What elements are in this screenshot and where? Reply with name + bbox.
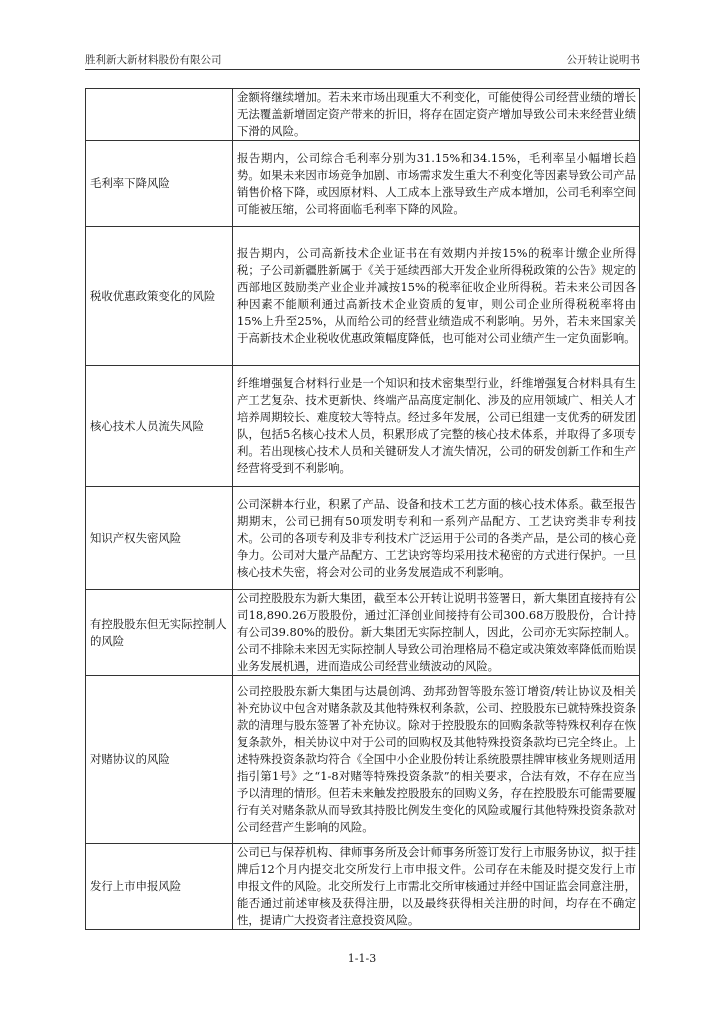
table-row	[86, 366, 640, 487]
table-row	[86, 676, 640, 844]
risk-name-cell: 税收优惠政策变化的风险	[86, 227, 233, 366]
risk-name-cell: 对赌协议的风险	[86, 676, 233, 844]
risk-name-cell: 发行上市申报风险	[86, 844, 233, 930]
table-row	[86, 844, 640, 930]
table-row	[86, 227, 640, 366]
risk-description-cell: 公司已与保荐机构、律师事务所及会计师事务所签订发行上市服务协议，拟于挂牌后12个月内提交北交所发行上市申报文件。公司存在未能及时提交发行上市申报文件的风险。北交所发行上市需北交所审核通过并经中国证监会同意注册，能否通过前述审核及获得注册，以及最终获得相关注册的时间，均存在不确定性，提请广大投资者注意投资风险。	[233, 844, 640, 930]
table-row	[86, 487, 640, 590]
risk-description-cell: 公司深耕本行业，积累了产品、设备和技术工艺方面的核心技术体系。截至报告期期末，公司已拥有50项发明专利和一系列产品配方、工艺诀窍类非专利技术。公司的各项专利及非专利技术广泛运用于公司的各类产品，是公司的核心竞争力。公司对大量产品配方、工艺诀窍等均采用技术秘密的方式进行保护。一旦核心技术失密，将会对公司的业务发展造成不利影响。	[233, 487, 640, 590]
risk-name-cell	[86, 89, 233, 141]
header-company-name: 胜利新大新材料股份有限公司	[85, 54, 222, 66]
page-number: 1-1-3	[347, 952, 377, 965]
risk-description-cell: 金额将继续增加。若未来市场出现重大不利变化，可能使得公司经营业绩的增长无法覆盖新增固定资产带来的折旧，将存在固定资产增加导致公司未来经营业绩下滑的风险。	[233, 89, 640, 141]
table-row	[86, 590, 640, 676]
risk-description-cell: 纤维增强复合材料行业是一个知识和技术密集型行业，纤维增强复合材料具有生产工艺复杂、技术更新快、终端产品高度定制化、涉及的应用领域广、相关人才培养周期较长、难度较大等特点。经过多年发展，公司已组建一支优秀的研发团队，包括5名核心技术人员，积累形成了完整的核心技术体系，并取得了多项专利。若出现核心技术人员和关键研发人才流失情况，公司的研发创新工作和生产经营将受到不利影响。	[233, 366, 640, 487]
table-row	[86, 89, 640, 141]
risk-name-cell: 有控股股东但无实际控制人的风险	[86, 590, 233, 676]
header-rule	[85, 69, 640, 70]
risk-factor-table	[85, 88, 640, 930]
risk-name-cell: 知识产权失密风险	[86, 487, 233, 590]
risk-description-cell: 报告期内，公司综合毛利率分别为31.15%和34.15%，毛利率呈小幅增长趋势。如果未来因市场竞争加剧、市场需求发生重大不利变化等因素导致公司产品销售价格下降，或因原材料、人工成本上涨导致生产成本增加，公司毛利率空间可能被压缩，公司将面临毛利率下降的风险。	[233, 141, 640, 227]
risk-description-cell: 报告期内，公司高新技术企业证书在有效期内并按15%的税率计缴企业所得税；子公司新疆胜新属于《关于延续西部大开发企业所得税政策的公告》规定的西部地区鼓励类产业企业并减按15%的税率征收企业所得税。若未来公司因各种因素不能顺利通过高新技术企业资质的复审，则公司企业所得税税率将由15%上升至25%，从而给公司的经营业绩造成不利影响。另外，若未来国家关于高新技术企业税收优惠政策幅度降低，也可能对公司业绩产生一定负面影响。	[233, 227, 640, 366]
page-header	[85, 48, 640, 68]
table-row	[86, 141, 640, 227]
risk-name-cell: 核心技术人员流失风险	[86, 366, 233, 487]
risk-description-cell: 公司控股股东为新大集团，截至本公开转让说明书签署日，新大集团直接持有公司18,890.26万股股份，通过汇泽创业间接持有公司300.68万股股份，合计持有公司39.80%的股份。新大集团无实际控制人，因此，公司亦无实际控制人。公司不排除未来因无实际控制人导致公司治理格局不稳定或决策效率降低而贻误业务发展机遇，进而造成公司经营业绩波动的风险。	[233, 590, 640, 676]
header-document-type: 公开转让说明书	[566, 54, 640, 66]
risk-name-cell: 毛利率下降风险	[86, 141, 233, 227]
risk-description-cell: 公司控股股东新大集团与达晨创鸿、劲邦劲智等股东签订增资/转让协议及相关补充协议中包含对赌条款及其他特殊权利条款，公司、控股股东已就特殊投资条款的清理与股东签署了补充协议。除对于控股股东的回购条款等特殊权利存在恢复条款外，相关协议中对于公司的回购权及其他特殊投资条款均已完全终止。上述特殊投资条款均符合《全国中小企业股份转让系统股票挂牌审核业务规则适用指引第1号》之“1-8对赌等特殊投资条款”的相关要求，合法有效，不存在应当予以清理的情形。但若未来触发控股股东的回购义务，存在控股股东可能需要履行有关对赌条款从而导致其持股比例发生变化的风险或履行其他特殊投资条款对公司经营产生影响的风险。	[233, 676, 640, 844]
